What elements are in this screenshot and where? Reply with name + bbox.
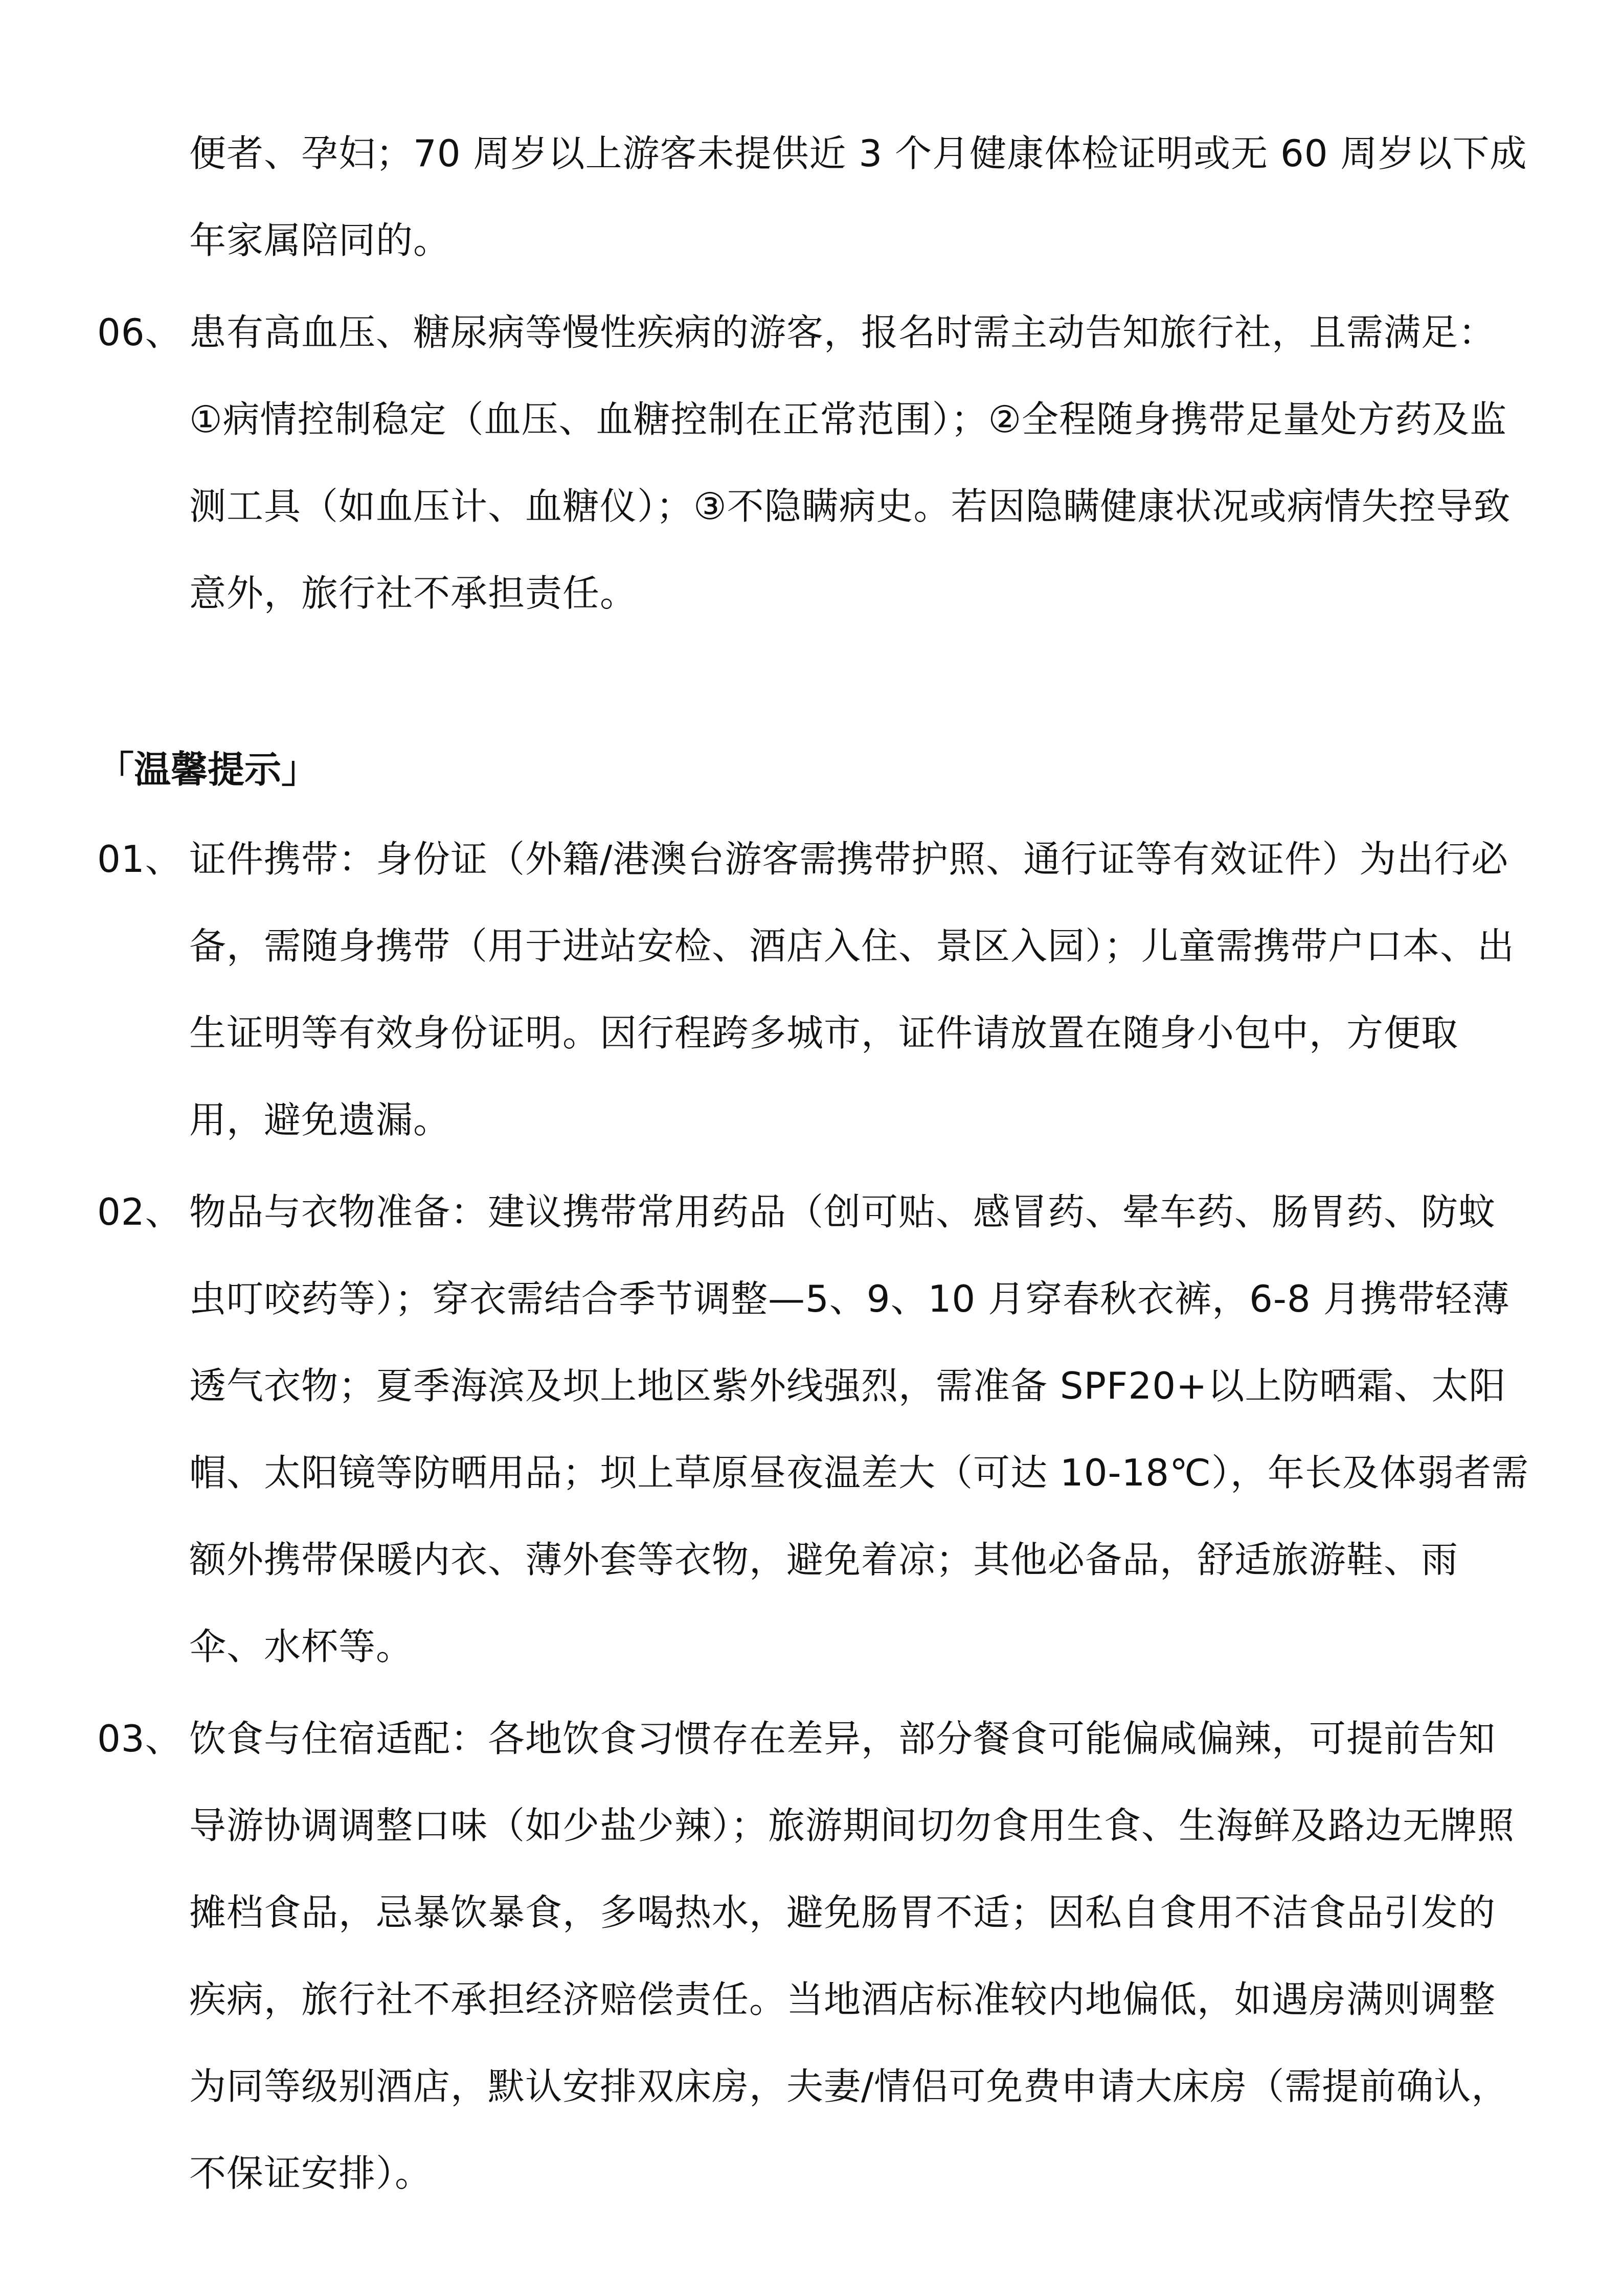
item-number: 06、	[97, 311, 183, 354]
continuation-paragraph: 便者、孕妇；70 周岁以上游客未提供近 3 个月健康体检证明或无 60 周岁以下成年家属陪同的。	[189, 132, 1527, 262]
item-text: 物品与衣物准备：建议携带常用药品（创可贴、感冒药、晕车药、肠胃药、防蚊虫叮咬药等）；穿衣需结合季节调整—5、9、10 月穿春秋衣裤，6-8 月携带轻薄透气衣物；夏季海滨及坝上地区紫外线强烈，需准备 SPF20+以上防晒霜、太阳帽、太阳镜等防晒用品；坝上草原昼夜温差大（可达 10-18℃），年长及体弱者需额外携带保暖内衣、薄外套等衣物，避免着凉；其他必备品，舒适旅游鞋、雨伞、水杯等。	[189, 1190, 1529, 1668]
item-number: 01、	[97, 838, 183, 881]
health-restrictions-section	[97, 110, 1529, 637]
item-text: 饮食与住宿适配：各地饮食习惯存在差异，部分餐食可能偏咸偏辣，可提前告知导游协调调整口味（如少盐少辣）；旅游期间切勿食用生食、生海鲜及路边无牌照摊档食品，忌暴饮暴食，多喝热水，避免肠胃不适；因私自食用不洁食品引发的疾病，旅行社不承担经济赔偿责任。当地酒店标准较内地偏低，如遇房满则调整为同等级别酒店，默认安排双床房，夫妻/情侣可免费申请大床房（需提前确认，不保证安排）。	[189, 1717, 1515, 2195]
tips-list	[97, 816, 1529, 2217]
item-number: 02、	[97, 1190, 183, 1233]
item-number: 03、	[97, 1717, 183, 1760]
list-item	[97, 1168, 1529, 1690]
list-item-06	[97, 289, 1529, 637]
list-item	[97, 1695, 1529, 2217]
list-item	[97, 816, 1529, 1163]
section-heading-tips: 「温馨提示」	[97, 748, 319, 791]
item-text: 患有高血压、糖尿病等慢性疾病的游客，报名时需主动告知旅行社，且需满足：①病情控制稳定（血压、血糖控制在正常范围）；②全程随身携带足量处方药及监测工具（如血压计、血糖仪）；③不隐瞒病史。若因隐瞒健康状况或病情失控导致意外，旅行社不承担责任。	[189, 311, 1511, 615]
item-text: 证件携带：身份证（外籍/港澳台游客需携带护照、通行证等有效证件）为出行必备，需随身携带（用于进站安检、酒店入住、景区入园）；儿童需携带户口本、出生证明等有效身份证明。因行程跨多城市，证件请放置在随身小包中，方便取用，避免遗漏。	[189, 838, 1515, 1141]
